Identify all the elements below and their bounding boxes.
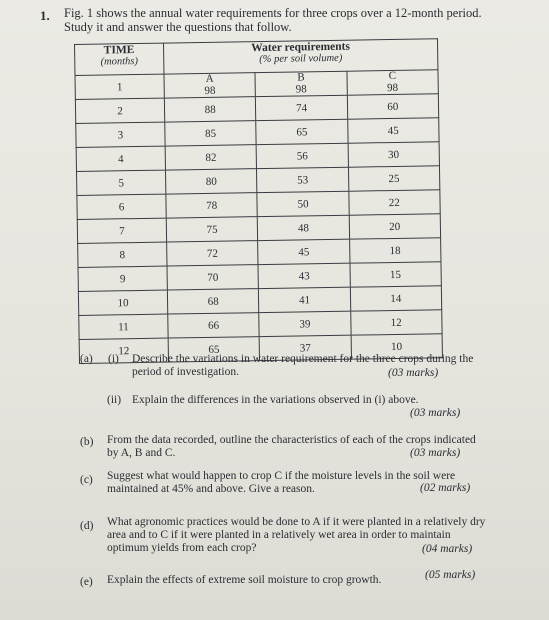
water-header [163,39,437,74]
water-requirements-table [74,38,443,364]
cell-value: 66 [207,319,220,332]
month-cell [78,242,167,267]
crop-a-cell [166,217,258,242]
cell-value: 48 [297,221,309,235]
crop-c-cell [347,118,439,143]
cell-value: 1 [116,80,123,93]
crop-b-cell [257,167,349,192]
cell-value: 88 [204,103,216,116]
cell-value: 82 [205,151,217,164]
part-a-i-marks: (03 marks) [388,367,439,379]
cell-value: 98 [295,83,307,96]
cell-value: 37 [299,341,311,354]
crop-a-cell [165,145,257,170]
time-header-sub: (months) [100,55,139,68]
part-a-ii-label: (ii) [107,394,122,406]
crop-a-cell [164,73,256,98]
water-header-label: Water requirements [251,40,351,55]
part-a-i-label: (i) [108,353,119,365]
crop-a-cell [165,121,257,146]
crop-c-cell [348,142,440,167]
cell-value: 72 [206,247,219,260]
cell-value: 78 [206,199,218,212]
cell-value: 39 [299,317,311,330]
water-header-sub: (% per soil volume) [259,52,343,66]
part-e-marks: (05 marks) [425,569,476,581]
cell-value: 53 [297,173,309,187]
crop-c-cell [348,166,440,191]
part-c-marks: (02 marks) [420,482,471,494]
cell-value: 15 [389,268,402,281]
part-e-label: (e) [80,576,93,588]
question-number: 1. [40,8,50,23]
cell-value: 2 [117,104,123,117]
cell-value: 12 [118,344,130,357]
crop-c-cell [349,214,441,239]
month-cell [77,194,166,219]
cell-value: 18 [389,244,401,257]
crop-c-cell [350,286,442,311]
crop-a-cell [167,265,259,290]
crop-c-cell [347,70,439,95]
month-cell [76,122,165,147]
time-header-label: TIME [103,44,135,57]
crop-b-cell [257,191,349,216]
part-a-ii-marks: (03 marks) [410,407,461,419]
cell-value: 3 [117,128,124,141]
crop-c-cell [349,190,441,215]
cell-value: 45 [298,245,310,259]
cell-value: 43 [298,269,310,282]
cell-value: 20 [389,220,401,233]
month-cell [77,170,166,195]
part-d-text: What agronomic practices would be done to A if it were planted in a relatively dry area and to C if it were planted in a relatively wet area in order to maintain optimum yields from each crop? [107,516,486,554]
cell-value: 74 [295,101,308,115]
crop-c-cell [347,94,439,119]
part-a-label: (a) [80,353,93,365]
part-d-label: (d) [80,520,94,532]
cell-value: 11 [118,320,129,333]
crop-a-cell [166,193,258,218]
crop-b-cell [259,311,351,336]
time-header [75,43,164,75]
part-a-i-text: Describe the variations in water requirement for the three crops during the period of investigation. [132,353,474,378]
cell-value: 6 [118,200,125,213]
cell-value: 70 [207,271,219,284]
cell-value: 65 [296,125,308,139]
cell-value: 65 [208,343,220,356]
cell-value: 7 [119,224,125,237]
cell-value: 50 [297,197,309,211]
crop-letter-label: A [205,72,214,85]
crop-a-cell [165,169,257,194]
cell-value: 12 [390,316,402,329]
crop-b-cell [256,143,348,168]
cell-value: 75 [206,223,218,236]
table-body [75,70,442,364]
crop-a-cell [167,289,259,314]
month-cell [77,218,166,243]
crop-b-cell [255,71,347,96]
cell-value: 22 [388,196,400,209]
month-cell [75,98,164,123]
part-e-text: Explain the effects of extreme soil moisture to crop growth. [107,574,382,586]
cell-value: 10 [391,340,403,353]
cell-value: 98 [204,84,216,97]
crop-b-cell [258,215,350,240]
part-a-ii-text: Explain the differences in the variations observed in (i) above. [132,394,419,406]
crop-c-cell [349,238,441,263]
crop-c-cell [350,310,442,335]
cell-value: 10 [117,296,129,309]
cell-value: 41 [298,293,311,306]
crop-letter-label: C [388,69,397,83]
crop-c-cell [350,262,442,287]
part-d-marks: (04 marks) [422,543,473,555]
part-b-text: From the data recorded, outline the characteristics of each of the crops indicated by A, B and C. [107,434,476,459]
cell-value: 30 [388,148,400,161]
cell-value: 5 [118,176,125,189]
cell-value: 68 [207,295,219,308]
cell-value: 8 [119,248,126,261]
crop-b-cell [258,239,350,264]
month-cell [78,290,167,315]
month-cell [76,146,165,171]
cell-value: 14 [390,292,402,305]
part-b-marks: (03 marks) [410,447,461,459]
cell-value: 9 [119,272,126,285]
month-cell [79,314,168,339]
crop-a-cell [164,97,256,122]
part-c-label: (c) [80,474,93,486]
part-c-text: Suggest what would happen to crop C if the moisture levels in the soil were maintained at 45% and above. Give a reason. [107,470,456,495]
crop-b-cell [256,95,348,120]
cell-value: 80 [205,175,217,188]
cell-value: 25 [388,172,400,185]
cell-value: 4 [117,152,124,165]
crop-b-cell [258,263,350,288]
month-cell [78,266,167,291]
crop-a-cell [168,313,260,338]
cell-value: 45 [387,124,399,137]
cell-value: 60 [387,100,399,113]
crop-b-cell [256,119,348,144]
cell-value: 85 [204,127,217,140]
crop-letter-label: B [297,71,305,84]
crop-a-cell [167,241,259,266]
cell-value: 56 [296,149,308,163]
question-intro: Fig. 1 shows the annual water requirements for three crops over a 12-month period. Study it and answer the questions that follow. [64,6,482,34]
cell-value: 98 [386,81,399,95]
part-b-label: (b) [80,436,94,448]
crop-b-cell [259,287,351,312]
month-cell [75,74,164,99]
